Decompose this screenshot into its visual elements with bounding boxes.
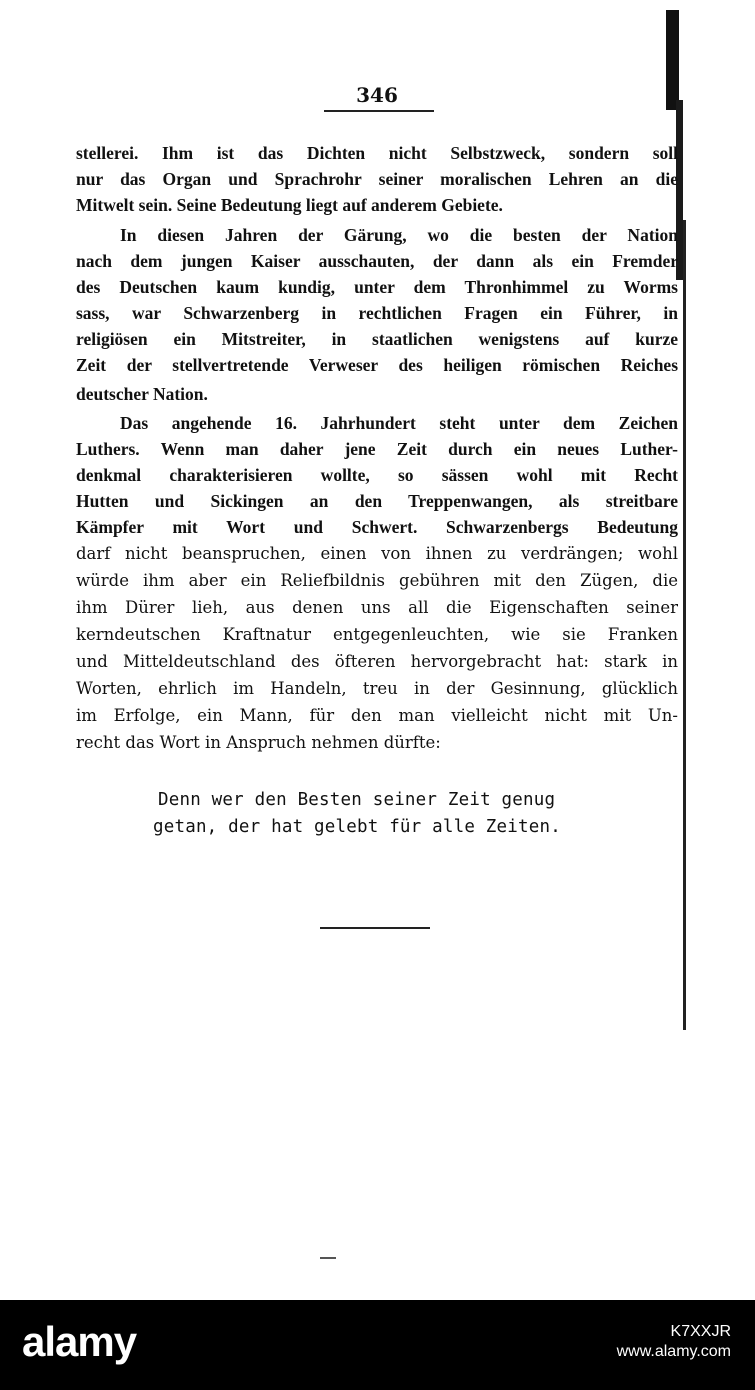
text-line: nach dem jungen Kaiser ausschauten, der dann als ein Fremder	[76, 251, 678, 271]
page-edge-rule	[683, 220, 686, 1030]
text-line: würde ihm aber ein Reliefbildnis gebühren mit den Zügen, die	[76, 571, 678, 590]
text-line: nur das Organ und Sprachrohr seiner moralischen Lehren an die	[76, 169, 678, 189]
text-line: und Mitteldeutschland des öfteren hervorgebracht hat: stark in	[76, 652, 678, 671]
text-line: denkmal charakterisieren wollte, so sässen wohl mit Recht	[76, 465, 678, 485]
alamy-logo: alamy	[22, 1318, 137, 1365]
text-line: darf nicht beanspruchen, einen von ihnen zu verdrängen; wohl	[76, 544, 678, 563]
page-edge-shadow	[666, 10, 679, 110]
text-line: Zeit der stellvertretende Verweser des heiligen römischen Reiches	[76, 355, 678, 375]
image-credit	[617, 1322, 731, 1362]
text-line: ihm Dürer lieh, aus denen uns all die Eigenschaften seiner	[76, 598, 678, 617]
page-number: 346	[356, 83, 398, 107]
page-number-rule	[324, 110, 434, 112]
watermark-footer	[0, 1300, 755, 1390]
text-line: Das angehende 16. Jahrhundert steht unter dem Zeichen	[120, 413, 678, 433]
text-line: sass, war Schwarzenberg in rechtlichen Fragen ein Führer, in	[76, 303, 678, 323]
text-line: Worten, ehrlich im Handeln, treu in der Gesinnung, glücklich	[76, 679, 678, 698]
text-line: recht das Wort in Anspruch nehmen dürfte:	[76, 733, 441, 752]
quote-line: getan, der hat gelebt für alle Zeiten.	[153, 817, 561, 837]
text-line: Luthers. Wenn man daher jene Zeit durch ein neues Luther-	[76, 439, 678, 459]
text-line: Kämpfer mit Wort und Schwert. Schwarzenbergs Bedeutung	[76, 517, 678, 537]
image-url: www.alamy.com	[616, 1343, 731, 1360]
text-line: Mitwelt sein. Seine Bedeutung liegt auf anderem Gebiete.	[76, 195, 503, 215]
text-line: im Erfolge, ein Mann, für den man vielleicht nicht mit Un-	[76, 706, 678, 725]
text-line: stellerei. Ihm ist das Dichten nicht Selbstzweck, sondern soll	[76, 143, 678, 163]
text-line: deutscher Nation.	[76, 384, 208, 404]
text-line: Hutten und Sickingen an den Treppenwangen, als streitbare	[76, 491, 678, 511]
text-line: des Deutschen kaum kundig, unter dem Thronhimmel zu Worms	[76, 277, 678, 297]
image-id: K7XXJR	[670, 1323, 731, 1340]
page-mark	[320, 1257, 336, 1259]
section-end-rule	[320, 927, 430, 929]
text-line: kerndeutschen Kraftnatur entgegenleuchten, wie sie Franken	[76, 625, 678, 644]
quote-line: Denn wer den Besten seiner Zeit genug	[158, 790, 556, 810]
text-line: religiösen ein Mitstreiter, in staatlichen wenigstens auf kurze	[76, 329, 678, 349]
text-line: In diesen Jahren der Gärung, wo die besten der Nation	[120, 225, 678, 245]
